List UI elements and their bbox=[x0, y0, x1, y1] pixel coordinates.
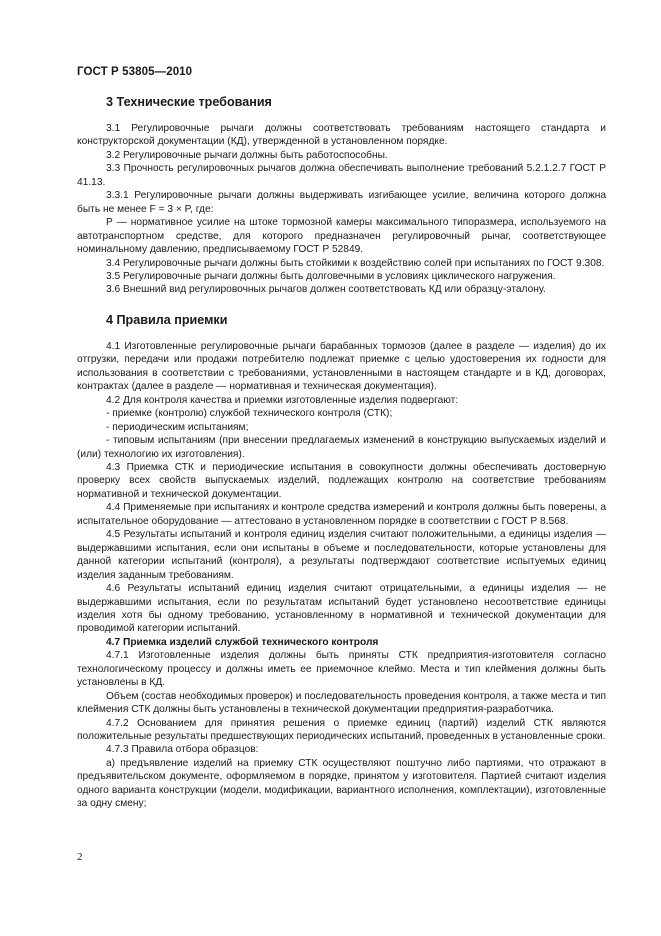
paragraph: 4.7.1 Изготовленные изделия должны быть приняты СТК предприятия-изготовителя согласно технологическому процессу и должны иметь ее приемочное клеймо. Места и тип клеймения должны быть установлены в КД. bbox=[77, 650, 606, 689]
paragraph: 4.5 Результаты испытаний и контроля единиц изделия считают положительными, а единицы изделия — выдержавшими испытания, если они испытаны в объеме и последовательности, которые установлены для данной категории испытаний (контроля), а результаты подтверждают соответствие испытуемых единиц изделия заданным требованиям. bbox=[77, 529, 606, 581]
subsection-heading: 4.7 Приемка изделий службой технического контроля bbox=[106, 636, 379, 648]
section-heading: 3 Технические требования bbox=[106, 95, 272, 109]
paragraph: 4.3 Приемка СТК и периодические испытания в совокупности должны обеспечивать достоверную проверку всех свойств выпускаемых изделий, подлежащих контролю на соответствие требованиям нормативной и технической документации. bbox=[77, 461, 606, 500]
paragraph: 4.7.2 Основанием для принятия решения о приемке единиц (партий) изделий СТК являются положительные результаты предшествующих периодических испытаний, проведенных в установленные сроки. bbox=[77, 717, 606, 743]
paragraph: 4.1 Изготовленные регулировочные рычаги барабанных тормозов (далее в разделе — изделия) до их отгрузки, передачи или продажи потребителю подлежат приемке с целью удостоверения их годности для использования в соответствии с требованиями, установленными в настоящем стандарте и в КД, договорах, контрактах (далее в разделе — нормативная и техническая документация). bbox=[77, 340, 606, 393]
paragraph: 4.7.3 Правила отбора образцов: bbox=[106, 744, 259, 756]
paragraph: - периодическим испытаниям; bbox=[106, 421, 249, 433]
paragraph: 3.3 Прочность регулировочных рычагов должна обеспечивать выполнение требований 5.2.1.2.7 ГОСТ Р 41.13. bbox=[77, 163, 606, 188]
paragraph: Объем (состав необходимых проверок) и последовательность проведения контроля, а также места и тип клеймения СТК должны быть установлены в технической документации предприятия-разработчика. bbox=[77, 690, 606, 716]
paragraph: 3.4 Регулировочные рычаги должны быть стойкими к воздействию солей при испытаниях по ГОСТ 9.308. bbox=[106, 257, 605, 269]
paragraph: 3.3.1 Регулировочные рычаги должны выдерживать изгибающее усилие, величина которого должна быть не менее F = 3 × P, где: bbox=[77, 190, 606, 215]
paragraph: 3.5 Регулировочные рычаги должны быть долговечными в условиях циклического нагружения. bbox=[106, 270, 556, 282]
section-heading: 4 Правила приемки bbox=[106, 312, 228, 327]
paragraph: - типовым испытаниям (при внесении предлагаемых изменений в конструкцию выпускаемых изделий и (или) технологию их изготовления). bbox=[77, 435, 606, 460]
paragraph: 4.2 Для контроля качества и приемки изготовленные изделия подвергают: bbox=[106, 394, 459, 406]
document-body bbox=[77, 94, 606, 811]
paragraph: - приемке (контролю) службой технического контроля (СТК); bbox=[106, 408, 393, 420]
paragraph: P — нормативное усилие на штоке тормозной камеры максимального типоразмера, используемого на автотранспортном средстве, для которого предназначен регулировочный рычаг, соответствующее номинальному давлению, предписываемому ГОСТ Р 52849. bbox=[77, 217, 606, 256]
paragraph: 4.6 Результаты испытаний единиц изделия считают отрицательными, а единицы изделия — не выдержавшими испытания, если по результатам испытаний будет установлено несоответствие единицы изделия хотя бы одному требованию, установленному в нормативной и технической документации для проводимой категории испытаний. bbox=[77, 583, 606, 635]
paragraph: а) предъявление изделий на приемку СТК осуществляют поштучно либо партиями, что отражают в предъявительском документе, оформляемом в порядке, принятом у изготовителя. Партией считают изделия одного варианта конструкции (модели, модификации, вариантного исполнения, комплектации), изготовленные за одну смену; bbox=[77, 757, 606, 810]
paragraph: 3.2 Регулировочные рычаги должны быть работоспособны. bbox=[106, 149, 388, 161]
paragraph: 4.4 Применяемые при испытаниях и контроле средства измерений и контроля должны быть поверены, а испытательное оборудование — аттестовано в установленном порядке в соответствии с ГОСТ Р 8.568. bbox=[77, 502, 606, 527]
paragraph: 3.6 Внешний вид регулировочных рычагов должен соответствовать КД или образцу-эталону. bbox=[106, 284, 546, 296]
page-number: 2 bbox=[77, 851, 83, 863]
document-header: ГОСТ Р 53805—2010 bbox=[77, 66, 193, 78]
paragraph: 3.1 Регулировочные рычаги должны соответствовать требованиям настоящего стандарта и конструкторской документации (КД), утвержденной в установленном порядке. bbox=[77, 123, 606, 148]
